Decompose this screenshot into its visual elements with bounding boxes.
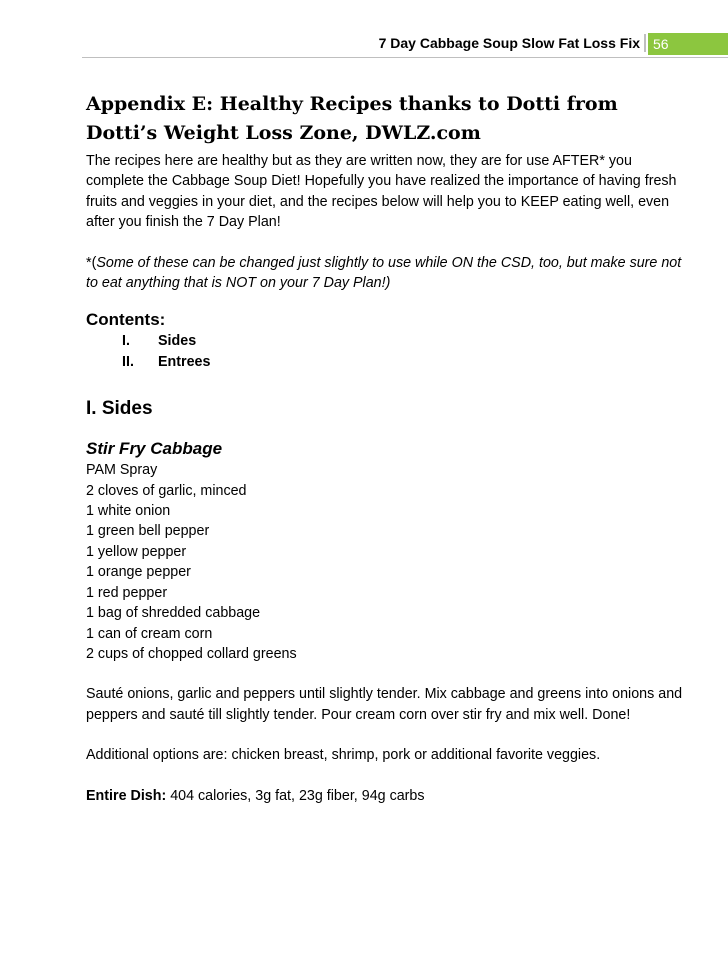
ingredient-item: 2 cloves of garlic, minced xyxy=(86,482,247,499)
ingredient-list xyxy=(86,460,686,664)
note-prefix: *( xyxy=(86,254,97,271)
note-paragraph xyxy=(86,253,686,294)
contents-heading: Contents: xyxy=(86,310,166,330)
nutrition-paragraph xyxy=(86,786,686,806)
contents-item-number: II. xyxy=(122,353,134,370)
ingredient-item: 1 red pepper xyxy=(86,584,168,601)
page-header xyxy=(0,28,728,58)
contents-item xyxy=(86,352,686,372)
note-italic-text: Some of these can be changed just slightly to use while ON the CSD, too, but make sure not to eat anything that is NOT on your 7 Day Plan!) xyxy=(86,254,682,292)
page-number-badge: 56 xyxy=(648,33,728,55)
recipe-title: Stir Fry Cabbage xyxy=(86,439,223,459)
appendix-title: Appendix E: Healthy Recipes thanks to Dotti from Dotti’s Weight Loss Zone, DWLZ.com xyxy=(86,93,618,144)
spacer xyxy=(86,233,686,253)
header-separator xyxy=(644,34,646,52)
ingredient-item: 2 cups of chopped collard greens xyxy=(86,645,297,662)
ingredient-item: 1 orange pepper xyxy=(86,564,191,581)
spacer xyxy=(86,725,686,745)
ingredient-item: 1 can of cream corn xyxy=(86,625,213,642)
spacer xyxy=(86,766,686,786)
ingredient-item: 1 green bell pepper xyxy=(86,523,210,540)
page-content xyxy=(86,90,686,806)
contents-item-label: Entrees xyxy=(158,353,211,370)
nutrition-value: 404 calories, 3g fat, 23g fiber, 94g carbs xyxy=(166,787,425,804)
ingredient-item: 1 white onion xyxy=(86,503,171,520)
ingredient-item: 1 yellow pepper xyxy=(86,543,187,560)
ingredient-item: PAM Spray xyxy=(86,462,158,479)
contents-item-label: Sides xyxy=(158,333,197,350)
ingredient-item: 1 bag of shredded cabbage xyxy=(86,605,261,622)
section-heading-sides: I. Sides xyxy=(86,398,153,420)
options-paragraph: Additional options are: chicken breast, shrimp, pork or additional favorite veggies. xyxy=(86,747,601,764)
spacer xyxy=(86,664,686,684)
directions-paragraph: Sauté onions, garlic and peppers until slightly tender. Mix cabbage and greens into onions and peppers and sauté till slightly tender. Pour cream corn over stir fry and mix well. Done! xyxy=(86,686,683,723)
contents-item-number: I. xyxy=(122,333,130,350)
header-rule xyxy=(82,57,728,58)
running-header-title: 7 Day Cabbage Soup Slow Fat Loss Fix xyxy=(378,35,640,51)
contents-list xyxy=(86,331,686,372)
nutrition-label: Entire Dish: xyxy=(86,787,167,804)
intro-paragraph: The recipes here are healthy but as they are written now, they are for use AFTER* you complete the Cabbage Soup Diet! Hopefully you have realized the importance of having fresh fruits and veggies in your diet, and the recipes below will help you to KEEP eating well, even after you finish the 7 Day Plan! xyxy=(86,153,677,231)
contents-item xyxy=(86,331,686,351)
